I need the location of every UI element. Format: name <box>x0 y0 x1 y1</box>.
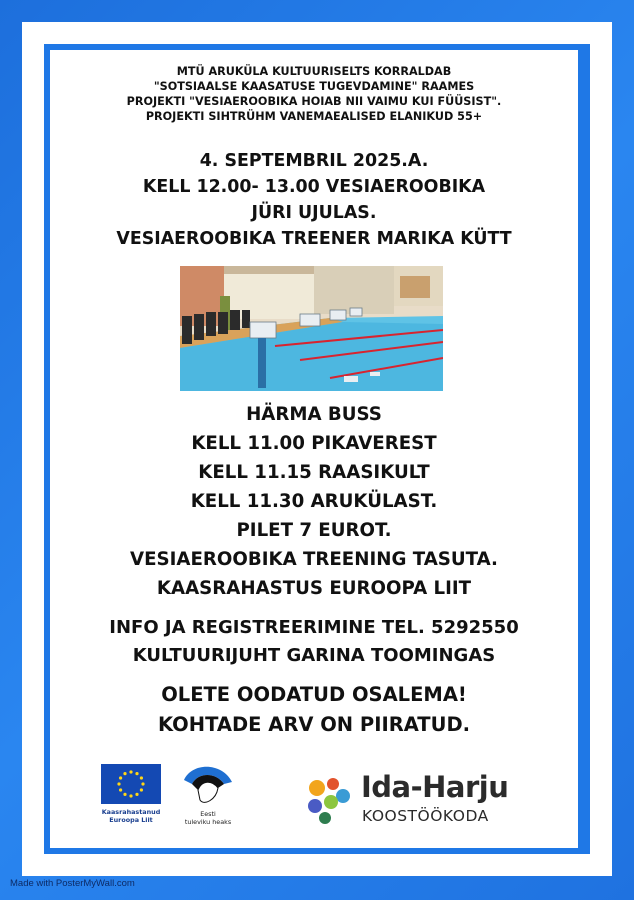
estonia-logo-icon <box>178 760 236 810</box>
eu-caption-line-2: Euroopa Liit <box>109 816 153 824</box>
event-time: KELL 12.00- 13.00 VESIAEROOBIKA <box>142 177 486 197</box>
welcome-line-2: KOHTADE ARV ON PIIRATUD. <box>157 713 471 736</box>
eu-caption <box>86 808 176 824</box>
bus-stop-2: KELL 11.15 RAASIKULT <box>198 462 430 483</box>
event-details <box>50 148 578 252</box>
event-date: 4. SEPTEMBRIL 2025.A. <box>199 151 429 171</box>
ticket-price: PILET 7 EUROT. <box>236 520 392 541</box>
intro-line-4: PROJEKTI SIHTRÜHM VANEMAEALISED ELANIKUD 55+ <box>145 110 483 123</box>
estonia-caption <box>168 810 248 826</box>
pool-photo <box>180 266 443 391</box>
eu-flag-icon <box>101 764 161 804</box>
intro-line-1: MTÜ ARUKÜLA KULTUURISELTS KORRALDAB <box>176 65 452 78</box>
event-place: JÜRI UJULAS. <box>251 203 377 223</box>
sponsor-logos <box>50 758 578 838</box>
registration-phone: INFO JA REGISTREERIMINE TEL. 5292550 <box>109 617 519 638</box>
welcome-message <box>50 680 578 740</box>
intro-text <box>50 64 578 124</box>
contact-info <box>50 614 578 670</box>
estonia-caption-line-2: tuleviku heaks <box>184 818 232 826</box>
bus-title: HÄRMA BUSS <box>246 404 382 425</box>
intro-line-3: PROJEKTI "VESIAEROOBIKA HOIAB NII VAIMU KUI FÜÜSIST". <box>126 95 502 108</box>
training-free: VESIAEROOBIKA TREENING TASUTA. <box>130 549 498 570</box>
welcome-line-1: OLETE OODATUD OSALEMA! <box>161 683 467 706</box>
bus-stop-1: KELL 11.00 PIKAVEREST <box>191 433 437 454</box>
contact-person: KULTUURIJUHT GARINA TOOMINGAS <box>132 645 496 666</box>
intro-line-2: "SOTSIAALSE KAASATUSE TUGEVDAMINE" RAAMES <box>153 80 475 93</box>
ida-harju-subtitle: KOOSTÖÖKODA <box>362 807 489 825</box>
bus-details <box>50 400 578 603</box>
eu-caption-line-1: Kaasrahastanud <box>101 808 161 816</box>
funding-note: KAASRAHASTUS EUROOPA LIIT <box>156 578 472 599</box>
ida-harju-title: Ida-Harju <box>361 770 509 804</box>
bus-stop-3: KELL 11.30 ARUKÜLAST. <box>190 491 438 512</box>
ida-harju-logo-icon <box>303 774 355 826</box>
postermywall-watermark[interactable]: Made with PosterMyWall.com <box>10 878 135 889</box>
event-trainer: VESIAEROOBIKA TREENER MARIKA KÜTT <box>116 229 512 249</box>
estonia-caption-line-1: Eesti <box>200 810 216 818</box>
